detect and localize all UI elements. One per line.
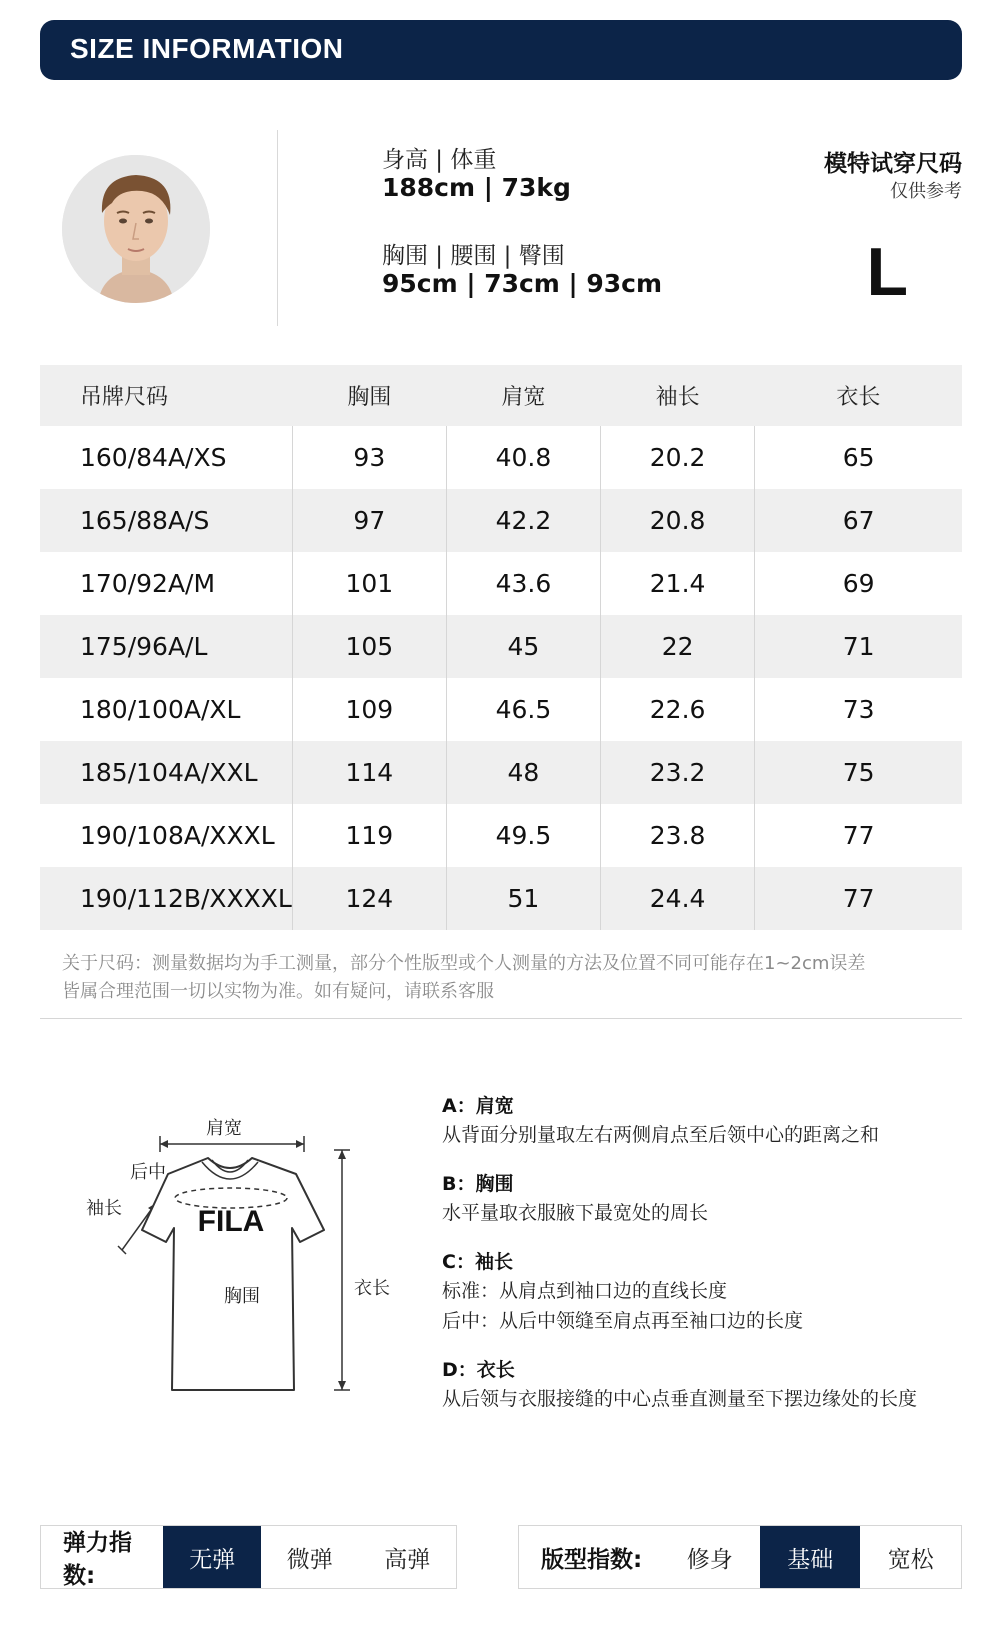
table-cell: 105	[292, 615, 446, 678]
note-line-2: 皆属合理范围一切以实物为准。如有疑问，请联系客服	[62, 981, 494, 1002]
fit-index-label: 版型指数:	[541, 1546, 643, 1573]
table-cell: 22.6	[601, 678, 755, 741]
elasticity-label: 弹力指数:	[63, 1530, 132, 1589]
note-line-1: 关于尺码：测量数据均为手工测量，部分个性版型或个人测量的方法及位置不同可能存在1~2cm误差	[62, 953, 866, 974]
definition-text: 从后领与衣服接缝的中心点垂直测量至下摆边缘处的长度	[442, 1388, 918, 1410]
fit-index	[518, 1525, 962, 1589]
header-length: 衣长	[755, 365, 962, 426]
table-cell: 124	[292, 867, 446, 930]
size-info-banner	[40, 20, 962, 80]
definition-shoulder	[442, 1092, 962, 1150]
table-cell: 165/88A/S	[40, 489, 292, 552]
model-fit-title: 模特试穿尺码	[824, 151, 962, 177]
garment-length-label: 衣长	[354, 1278, 390, 1299]
table-cell: 43.6	[446, 552, 600, 615]
table-cell: 73	[755, 678, 962, 741]
table-cell: 48	[446, 741, 600, 804]
definition-length	[442, 1356, 962, 1414]
measurements-value: 95cm | 73cm | 93cm	[382, 269, 663, 298]
table-cell: 67	[755, 489, 962, 552]
height-weight-value: 188cm | 73kg	[382, 173, 571, 202]
definition-sleeve	[442, 1248, 962, 1336]
tshirt-diagram-icon	[80, 1100, 420, 1420]
chest-label: 胸围	[224, 1286, 260, 1307]
model-portrait-image	[62, 155, 210, 303]
table-cell: 109	[292, 678, 446, 741]
table-cell: 51	[446, 867, 600, 930]
table-cell: 119	[292, 804, 446, 867]
height-weight-label: 身高 | 体重	[382, 147, 497, 173]
header-sleeve: 袖长	[601, 365, 755, 426]
measurements-label: 胸围 | 腰围 | 臀围	[382, 243, 565, 269]
banner-title: SIZE INFORMATION	[70, 33, 344, 64]
table-cell: 42.2	[446, 489, 600, 552]
table-cell: 20.8	[601, 489, 755, 552]
table-cell: 170/92A/M	[80, 569, 216, 598]
fila-logo: FILA	[197, 1205, 265, 1238]
elasticity-option-slight: 微弹	[286, 1546, 333, 1573]
measurement-definitions	[442, 1092, 962, 1434]
shoulder-width-label: 肩宽	[206, 1118, 242, 1139]
table-cell: 23.2	[601, 741, 755, 804]
table-cell: 71	[755, 615, 962, 678]
elasticity-option-none: 无弹	[163, 1526, 261, 1588]
divider-vertical	[277, 130, 278, 326]
table-cell: 40.8	[446, 426, 600, 489]
table-cell: 23.8	[601, 804, 755, 867]
table-cell: 180/100A/XL	[80, 695, 241, 724]
table-cell: 101	[292, 552, 446, 615]
table-cell: 190/112B/XXXXL	[40, 867, 292, 930]
table-row	[40, 741, 962, 804]
elasticity-option-high: 高弹	[384, 1546, 431, 1573]
header-chest: 胸围	[292, 365, 446, 426]
table-header-row	[40, 365, 962, 426]
header-shoulder: 肩宽	[446, 365, 600, 426]
table-cell: 75	[755, 741, 962, 804]
fit-option-loose: 宽松	[887, 1546, 934, 1573]
table-cell: 190/108A/XXXL	[80, 821, 275, 850]
elasticity-index	[40, 1525, 457, 1589]
definition-title: A：肩宽	[442, 1095, 514, 1117]
table-row	[40, 552, 962, 615]
size-table	[40, 365, 962, 930]
table-cell: 65	[755, 426, 962, 489]
table-cell: 22	[601, 615, 755, 678]
definition-title: C：袖长	[442, 1251, 513, 1273]
size-note	[62, 950, 957, 1006]
table-cell: 175/96A/L	[40, 615, 292, 678]
divider-horizontal	[40, 1018, 962, 1019]
definition-text: 水平量取衣服腋下最宽处的周长	[442, 1202, 709, 1224]
table-row	[40, 489, 962, 552]
table-cell: 93	[292, 426, 446, 489]
table-cell: 97	[292, 489, 446, 552]
table-cell: 185/104A/XXL	[40, 741, 292, 804]
definition-chest	[442, 1170, 962, 1228]
definition-title: B：胸围	[442, 1173, 514, 1195]
table-row	[40, 678, 962, 741]
table-cell: 114	[292, 741, 446, 804]
table-cell: 45	[446, 615, 600, 678]
definition-text: 后中：从后中领缝至肩点再至袖口边的长度	[442, 1310, 804, 1332]
model-info-section	[40, 125, 962, 330]
table-cell: 21.4	[601, 552, 755, 615]
header-tag-size: 吊牌尺码	[40, 365, 292, 426]
table-cell: 24.4	[601, 867, 755, 930]
measurement-diagram	[80, 1100, 420, 1420]
table-row	[40, 426, 962, 489]
table-row	[40, 615, 962, 678]
table-cell: 46.5	[446, 678, 600, 741]
model-fit-subtitle: 仅供参考	[890, 181, 962, 202]
definition-text: 从背面分别量取左右两侧肩点至后领中心的距离之和	[442, 1124, 880, 1146]
definition-title: D：衣长	[442, 1359, 515, 1381]
table-cell: 69	[755, 552, 962, 615]
table-row	[40, 804, 962, 867]
model-fit-size: L	[866, 234, 908, 310]
model-avatar	[62, 155, 210, 303]
table-row	[40, 867, 962, 930]
table-cell: 49.5	[446, 804, 600, 867]
definition-text: 标准：从肩点到袖口边的直线长度	[442, 1280, 728, 1302]
table-cell: 77	[755, 867, 962, 930]
table-cell: 77	[755, 804, 962, 867]
table-cell: 20.2	[601, 426, 755, 489]
back-center-label: 后中	[130, 1162, 166, 1183]
fit-option-regular: 基础	[760, 1526, 861, 1588]
fit-option-slim: 修身	[686, 1546, 733, 1573]
table-cell: 160/84A/XS	[80, 443, 227, 472]
sleeve-length-label: 袖长	[86, 1198, 122, 1219]
